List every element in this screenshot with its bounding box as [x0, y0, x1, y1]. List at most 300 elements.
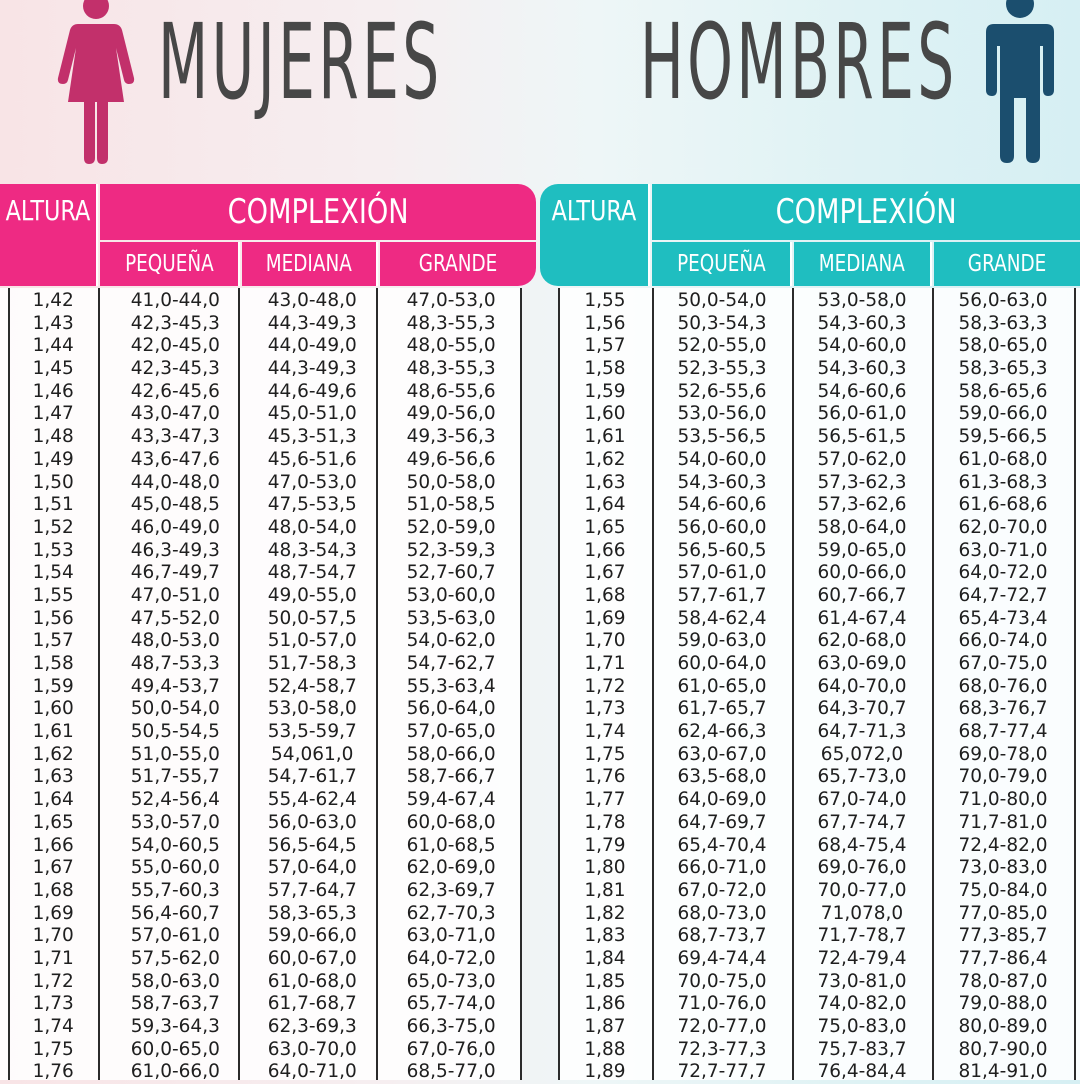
- women-subheader-medium: MEDIANA: [242, 242, 378, 286]
- table-row: [558, 698, 1080, 721]
- large-cell: 48,3-55,3: [406, 312, 496, 334]
- height-cell: 1,55: [584, 290, 626, 311]
- small-cell: 53,5-56,5: [677, 426, 767, 448]
- table-row: [558, 721, 1080, 744]
- medium-cell: 48,0-54,0: [267, 516, 357, 538]
- height-cell: 1,54: [32, 562, 74, 584]
- table-row: [0, 358, 522, 381]
- table-row: [0, 494, 522, 517]
- medium-cell: 57,0-62,0: [817, 448, 907, 470]
- table-row: [558, 744, 1080, 767]
- table-row: [0, 880, 522, 903]
- height-cell: 1,58: [32, 653, 74, 674]
- medium-cell: 57,3-62,6: [817, 494, 907, 516]
- small-cell: 51,0-55,0: [130, 743, 220, 765]
- height-cell: 1,78: [584, 811, 626, 833]
- small-cell: 71,0-76,0: [677, 993, 767, 1015]
- height-cell: 1,62: [584, 448, 626, 470]
- height-cell: 1,87: [584, 1016, 626, 1037]
- small-cell: 59,0-63,0: [677, 630, 767, 652]
- large-cell: 68,3-76,7: [958, 698, 1048, 720]
- large-cell: 49,3-56,3: [406, 426, 496, 448]
- medium-cell: 55,4-62,4: [267, 789, 357, 811]
- height-cell: 1,50: [32, 471, 74, 493]
- medium-cell: 64,3-70,7: [817, 698, 907, 720]
- medium-cell: 54,3-60,3: [817, 312, 907, 334]
- medium-cell: 62,3-69,3: [267, 1016, 357, 1037]
- medium-cell: 61,7-68,7: [267, 993, 357, 1015]
- small-cell: 54,3-60,3: [677, 471, 767, 493]
- height-cell: 1,76: [584, 766, 626, 788]
- large-cell: 69,0-78,0: [958, 743, 1048, 765]
- height-cell: 1,69: [584, 607, 626, 629]
- large-cell: 67,0-76,0: [406, 1038, 496, 1060]
- men-subheader-large: GRANDE: [934, 242, 1080, 286]
- medium-cell: 45,0-51,0: [267, 403, 357, 425]
- small-cell: 57,0-61,0: [677, 562, 767, 584]
- height-cell: 1,76: [32, 1061, 74, 1083]
- large-cell: 65,4-73,4: [958, 607, 1048, 629]
- table-row: [0, 313, 522, 336]
- table-row: [0, 608, 522, 631]
- small-cell: 49,4-53,7: [130, 675, 220, 697]
- medium-cell: 70,0-77,0: [817, 879, 907, 901]
- large-cell: 49,0-56,0: [406, 403, 496, 425]
- large-cell: 68,0-76,0: [958, 675, 1048, 697]
- large-cell: 58,6-65,6: [958, 380, 1048, 402]
- large-cell: 57,0-65,0: [406, 721, 496, 743]
- medium-cell: 56,0-63,0: [267, 811, 357, 833]
- height-cell: 1,53: [32, 539, 74, 561]
- height-cell: 1,61: [584, 426, 626, 448]
- table-row: [558, 290, 1080, 313]
- small-cell: 54,0-60,0: [677, 448, 767, 470]
- medium-cell: 54,0-60,0: [817, 335, 907, 357]
- table-row: [0, 540, 522, 563]
- large-cell: 78,0-87,0: [958, 970, 1048, 992]
- table-row: [0, 426, 522, 449]
- men-header-complexion: COMPLEXIÓN: [652, 184, 1080, 240]
- table-row: [558, 585, 1080, 608]
- small-cell: 72,0-77,0: [677, 1016, 767, 1037]
- table-row: [558, 857, 1080, 880]
- table-row: [0, 789, 522, 812]
- large-cell: 47,0-53,0: [406, 290, 496, 311]
- medium-cell: 44,0-49,0: [267, 335, 357, 357]
- large-cell: 59,5-66,5: [958, 426, 1048, 448]
- woman-figure-icon: [56, 0, 136, 166]
- height-cell: 1,75: [32, 1038, 74, 1060]
- height-cell: 1,84: [584, 947, 626, 969]
- height-cell: 1,89: [584, 1061, 626, 1083]
- medium-cell: 54,7-61,7: [267, 766, 357, 788]
- large-cell: 54,0-62,0: [406, 630, 496, 652]
- large-cell: 58,7-66,7: [406, 766, 496, 788]
- small-cell: 68,0-73,0: [677, 902, 767, 924]
- table-row: [558, 472, 1080, 495]
- large-cell: 51,0-58,5: [406, 494, 496, 516]
- height-cell: 1,74: [584, 721, 626, 743]
- small-cell: 57,0-61,0: [130, 925, 220, 947]
- table-row: [558, 426, 1080, 449]
- medium-cell: 51,7-58,3: [267, 653, 357, 674]
- large-cell: 48,0-55,0: [406, 335, 496, 357]
- small-cell: 58,0-63,0: [130, 970, 220, 992]
- small-cell: 60,0-64,0: [677, 653, 767, 674]
- large-cell: 71,0-80,0: [958, 789, 1048, 811]
- height-cell: 1,42: [32, 290, 74, 311]
- medium-cell: 53,0-58,0: [817, 290, 907, 311]
- medium-cell: 65,072,0: [820, 743, 904, 765]
- small-cell: 55,0-60,0: [130, 857, 220, 879]
- small-cell: 42,3-45,3: [130, 358, 220, 380]
- height-cell: 1,68: [584, 584, 626, 606]
- height-cell: 1,61: [32, 721, 74, 743]
- large-cell: 49,6-56,6: [406, 448, 496, 470]
- men-subheader-medium: MEDIANA: [794, 242, 932, 286]
- height-cell: 1,70: [584, 630, 626, 652]
- table-row: [0, 585, 522, 608]
- height-cell: 1,83: [584, 925, 626, 947]
- table-row: [558, 494, 1080, 517]
- medium-cell: 59,0-66,0: [267, 925, 357, 947]
- large-cell: 48,6-55,6: [406, 380, 496, 402]
- large-cell: 58,0-65,0: [958, 335, 1048, 357]
- small-cell: 42,6-45,6: [130, 380, 220, 402]
- height-cell: 1,44: [32, 335, 74, 357]
- table-row: [558, 971, 1080, 994]
- medium-cell: 68,4-75,4: [817, 834, 907, 856]
- medium-cell: 48,3-54,3: [267, 539, 357, 561]
- table-row: [558, 676, 1080, 699]
- large-cell: 59,4-67,4: [406, 789, 496, 811]
- women-header-complexion: COMPLEXIÓN: [100, 184, 536, 240]
- table-row: [558, 449, 1080, 472]
- height-cell: 1,79: [584, 834, 626, 856]
- table-row: [558, 880, 1080, 903]
- men-table: [558, 290, 1080, 1084]
- medium-cell: 54,061,0: [271, 743, 354, 765]
- small-cell: 70,0-75,0: [677, 970, 767, 992]
- table-row: [0, 381, 522, 404]
- height-cell: 1,49: [32, 448, 74, 470]
- small-cell: 46,7-49,7: [130, 562, 220, 584]
- height-cell: 1,65: [32, 811, 74, 833]
- table-row: [558, 903, 1080, 926]
- small-cell: 41,0-44,0: [130, 290, 220, 311]
- large-cell: 62,3-69,7: [406, 879, 496, 901]
- small-cell: 69,4-74,4: [677, 947, 767, 969]
- small-cell: 43,0-47,0: [130, 403, 220, 425]
- large-cell: 67,0-75,0: [958, 653, 1048, 674]
- height-cell: 1,60: [32, 698, 74, 720]
- small-cell: 64,7-69,7: [677, 811, 767, 833]
- small-cell: 42,0-45,0: [130, 335, 220, 357]
- height-cell: 1,51: [32, 494, 74, 516]
- large-cell: 56,0-63,0: [958, 290, 1048, 311]
- large-cell: 58,3-65,3: [958, 358, 1048, 380]
- large-cell: 61,6-68,6: [958, 494, 1048, 516]
- medium-cell: 45,3-51,3: [267, 426, 357, 448]
- large-cell: 63,0-71,0: [958, 539, 1048, 561]
- large-cell: 64,0-72,0: [406, 947, 496, 969]
- small-cell: 61,0-65,0: [677, 675, 767, 697]
- large-cell: 65,0-73,0: [406, 970, 496, 992]
- large-cell: 61,0-68,0: [958, 448, 1048, 470]
- medium-cell: 48,7-54,7: [267, 562, 357, 584]
- table-row: [0, 698, 522, 721]
- height-cell: 1,88: [584, 1038, 626, 1060]
- large-cell: 58,0-66,0: [406, 743, 496, 765]
- large-cell: 79,0-88,0: [958, 993, 1048, 1015]
- small-cell: 51,7-55,7: [130, 766, 220, 788]
- medium-cell: 74,0-82,0: [817, 993, 907, 1015]
- height-cell: 1,66: [32, 834, 74, 856]
- medium-cell: 60,7-66,7: [817, 584, 907, 606]
- medium-cell: 65,7-73,0: [817, 766, 907, 788]
- small-cell: 57,5-62,0: [130, 947, 220, 969]
- table-row: [558, 517, 1080, 540]
- height-cell: 1,47: [32, 403, 74, 425]
- medium-cell: 60,0-67,0: [267, 947, 357, 969]
- table-row: [0, 766, 522, 789]
- table-row: [0, 993, 522, 1016]
- small-cell: 52,4-56,4: [130, 789, 220, 811]
- medium-cell: 53,5-59,7: [267, 721, 357, 743]
- large-cell: 53,0-60,0: [406, 584, 496, 606]
- large-cell: 53,5-63,0: [406, 607, 496, 629]
- medium-cell: 56,0-61,0: [817, 403, 907, 425]
- medium-cell: 50,0-57,5: [267, 607, 357, 629]
- large-cell: 71,7-81,0: [958, 811, 1048, 833]
- table-row: [558, 608, 1080, 631]
- height-cell: 1,68: [32, 879, 74, 901]
- height-cell: 1,59: [584, 380, 626, 402]
- height-cell: 1,75: [584, 743, 626, 765]
- table-row: [0, 744, 522, 767]
- height-cell: 1,72: [584, 675, 626, 697]
- table-row: [0, 335, 522, 358]
- height-cell: 1,59: [32, 675, 74, 697]
- table-row: [558, 835, 1080, 858]
- table-row: [558, 403, 1080, 426]
- table-row: [558, 948, 1080, 971]
- height-cell: 1,63: [584, 471, 626, 493]
- table-row: [0, 971, 522, 994]
- table-row: [558, 1061, 1080, 1084]
- height-cell: 1,62: [32, 743, 74, 765]
- large-cell: 55,3-63,4: [406, 675, 496, 697]
- table-row: [0, 721, 522, 744]
- medium-cell: 64,7-71,3: [817, 721, 907, 743]
- men-header-height: ALTURA: [540, 184, 650, 286]
- large-cell: 60,0-68,0: [406, 811, 496, 833]
- medium-cell: 47,5-53,5: [267, 494, 357, 516]
- medium-cell: 75,0-83,0: [817, 1016, 907, 1037]
- medium-cell: 52,4-58,7: [267, 675, 357, 697]
- table-row: [558, 789, 1080, 812]
- height-cell: 1,48: [32, 426, 74, 448]
- small-cell: 64,0-69,0: [677, 789, 767, 811]
- large-cell: 52,7-60,7: [406, 562, 496, 584]
- small-cell: 56,0-60,0: [677, 516, 767, 538]
- table-row: [0, 676, 522, 699]
- table-row: [558, 812, 1080, 835]
- medium-cell: 54,6-60,6: [817, 380, 907, 402]
- medium-cell: 61,4-67,4: [817, 607, 907, 629]
- small-cell: 63,0-67,0: [677, 743, 767, 765]
- man-figure-icon: [982, 0, 1058, 166]
- men-subheader-small: PEQUEÑA: [652, 242, 792, 286]
- medium-cell: 71,078,0: [820, 902, 904, 924]
- table-row: [558, 562, 1080, 585]
- table-row: [0, 948, 522, 971]
- large-cell: 62,0-69,0: [406, 857, 496, 879]
- small-cell: 50,0-54,0: [677, 290, 767, 311]
- table-row: [0, 403, 522, 426]
- large-cell: 52,0-59,0: [406, 516, 496, 538]
- table-row: [558, 653, 1080, 676]
- medium-cell: 49,0-55,0: [267, 584, 357, 606]
- height-cell: 1,60: [584, 403, 626, 425]
- height-cell: 1,71: [32, 947, 74, 969]
- large-cell: 64,0-72,0: [958, 562, 1048, 584]
- large-cell: 58,3-63,3: [958, 312, 1048, 334]
- table-row: [558, 993, 1080, 1016]
- large-cell: 66,3-75,0: [406, 1016, 496, 1037]
- medium-cell: 56,5-64,5: [267, 834, 357, 856]
- women-subheader-large: GRANDE: [380, 242, 536, 286]
- small-cell: 56,4-60,7: [130, 902, 220, 924]
- small-cell: 60,0-65,0: [130, 1038, 220, 1060]
- height-cell: 1,43: [32, 312, 74, 334]
- height-cell: 1,80: [584, 857, 626, 879]
- large-cell: 68,7-77,4: [958, 721, 1048, 743]
- height-cell: 1,86: [584, 993, 626, 1015]
- large-cell: 52,3-59,3: [406, 539, 496, 561]
- medium-cell: 73,0-81,0: [817, 970, 907, 992]
- large-cell: 81,4-91,0: [958, 1061, 1048, 1083]
- small-cell: 58,4-62,4: [677, 607, 767, 629]
- table-row: [0, 857, 522, 880]
- small-cell: 54,0-60,5: [130, 834, 220, 856]
- small-cell: 72,7-77,7: [677, 1061, 767, 1083]
- small-cell: 43,3-47,3: [130, 426, 220, 448]
- medium-cell: 44,6-49,6: [267, 380, 357, 402]
- men-title: HOMBRES: [640, 1, 958, 123]
- table-row: [0, 903, 522, 926]
- medium-cell: 44,3-49,3: [267, 358, 357, 380]
- medium-cell: 57,7-64,7: [267, 879, 357, 901]
- height-cell: 1,66: [584, 539, 626, 561]
- small-cell: 52,0-55,0: [677, 335, 767, 357]
- medium-cell: 58,3-65,3: [267, 902, 357, 924]
- small-cell: 62,4-66,3: [677, 721, 767, 743]
- medium-cell: 63,0-69,0: [817, 653, 907, 674]
- table-row: [0, 1039, 522, 1062]
- height-cell: 1,72: [32, 970, 74, 992]
- large-cell: 77,7-86,4: [958, 947, 1048, 969]
- table-row: [558, 1016, 1080, 1039]
- table-row: [0, 449, 522, 472]
- small-cell: 42,3-45,3: [130, 312, 220, 334]
- table-row: [558, 1039, 1080, 1062]
- medium-cell: 51,0-57,0: [267, 630, 357, 652]
- large-cell: 48,3-55,3: [406, 358, 496, 380]
- large-cell: 72,4-82,0: [958, 834, 1048, 856]
- height-cell: 1,73: [32, 993, 74, 1015]
- large-cell: 77,3-85,7: [958, 925, 1048, 947]
- height-cell: 1,57: [584, 335, 626, 357]
- table-row: [558, 925, 1080, 948]
- small-cell: 61,0-66,0: [130, 1061, 220, 1083]
- table-row: [0, 925, 522, 948]
- medium-cell: 57,3-62,3: [817, 471, 907, 493]
- table-row: [0, 835, 522, 858]
- height-cell: 1,85: [584, 970, 626, 992]
- large-cell: 50,0-58,0: [406, 471, 496, 493]
- small-cell: 48,0-53,0: [130, 630, 220, 652]
- large-cell: 77,0-85,0: [958, 902, 1048, 924]
- medium-cell: 64,0-71,0: [267, 1061, 357, 1083]
- table-row: [558, 358, 1080, 381]
- small-cell: 43,6-47,6: [130, 448, 220, 470]
- small-cell: 52,3-55,3: [677, 358, 767, 380]
- small-cell: 48,7-53,3: [130, 653, 220, 674]
- height-cell: 1,67: [32, 857, 74, 879]
- small-cell: 58,7-63,7: [130, 993, 220, 1015]
- height-cell: 1,81: [584, 879, 626, 901]
- small-cell: 63,5-68,0: [677, 766, 767, 788]
- medium-cell: 71,7-78,7: [817, 925, 907, 947]
- medium-cell: 47,0-53,0: [267, 471, 357, 493]
- women-subheader-small: PEQUEÑA: [100, 242, 240, 286]
- medium-cell: 54,3-60,3: [817, 358, 907, 380]
- table-row: [0, 290, 522, 313]
- large-cell: 66,0-74,0: [958, 630, 1048, 652]
- large-cell: 61,0-68,5: [406, 834, 496, 856]
- medium-cell: 72,4-79,4: [817, 947, 907, 969]
- height-cell: 1,67: [584, 562, 626, 584]
- medium-cell: 76,4-84,4: [817, 1061, 907, 1083]
- height-cell: 1,63: [32, 766, 74, 788]
- small-cell: 54,6-60,6: [677, 494, 767, 516]
- medium-cell: 75,7-83,7: [817, 1038, 907, 1060]
- table-row: [0, 517, 522, 540]
- height-cell: 1,70: [32, 925, 74, 947]
- medium-cell: 63,0-70,0: [267, 1038, 357, 1060]
- table-row: [0, 1016, 522, 1039]
- height-cell: 1,55: [32, 584, 74, 606]
- medium-cell: 59,0-65,0: [817, 539, 907, 561]
- height-cell: 1,64: [584, 494, 626, 516]
- height-cell: 1,64: [32, 789, 74, 811]
- height-cell: 1,69: [32, 902, 74, 924]
- medium-cell: 67,0-74,0: [817, 789, 907, 811]
- medium-cell: 69,0-76,0: [817, 857, 907, 879]
- small-cell: 72,3-77,3: [677, 1038, 767, 1060]
- height-cell: 1,46: [32, 380, 74, 402]
- table-row: [0, 812, 522, 835]
- large-cell: 59,0-66,0: [958, 403, 1048, 425]
- small-cell: 44,0-48,0: [130, 471, 220, 493]
- table-row: [0, 472, 522, 495]
- large-cell: 64,7-72,7: [958, 584, 1048, 606]
- small-cell: 65,4-70,4: [677, 834, 767, 856]
- large-cell: 75,0-84,0: [958, 879, 1048, 901]
- small-cell: 68,7-73,7: [677, 925, 767, 947]
- large-cell: 80,0-89,0: [958, 1016, 1048, 1037]
